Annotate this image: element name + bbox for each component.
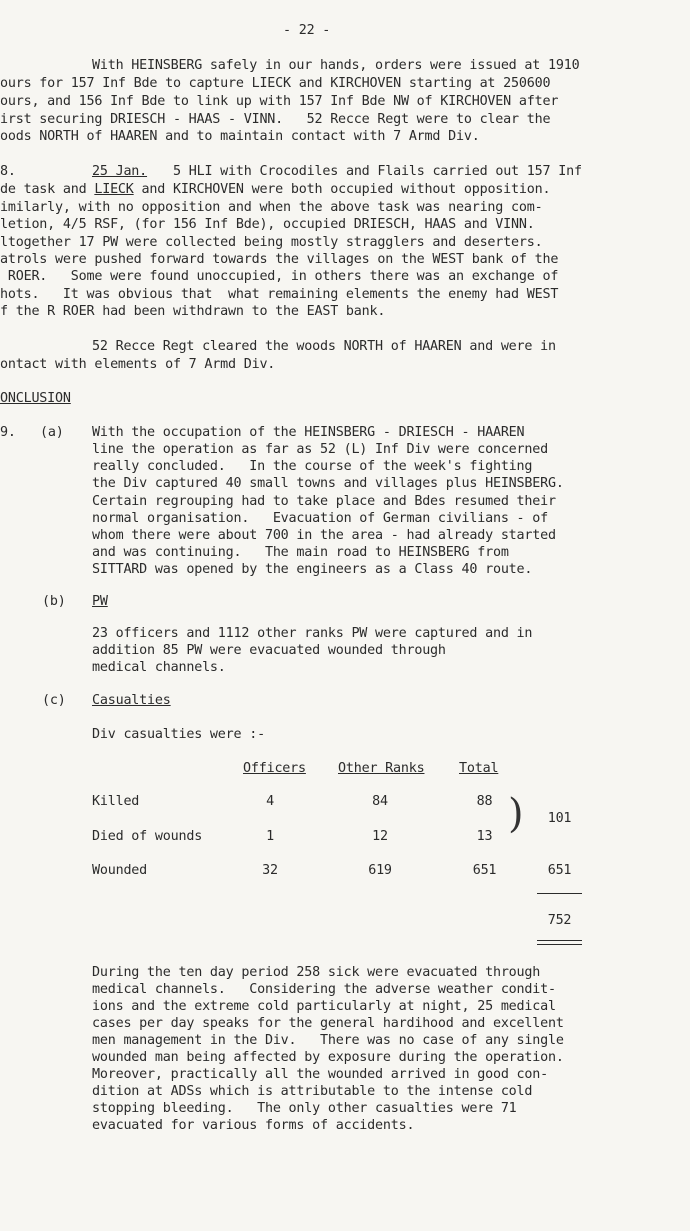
para9a-label: (a) — [40, 425, 64, 440]
intro-line-2: ours for 157 Inf Bde to capture LIECK and KIRCHOVEN starting at 250600 — [0, 76, 551, 91]
para8-line-9: f the R ROER had been withdrawn to the EAST bank. — [0, 304, 386, 319]
closing-line-1: During the ten day period 258 sick were evacuated through — [92, 965, 541, 980]
sum-rule — [537, 893, 582, 894]
para8-line-5: ltogether 17 PW were collected being mostly stragglers and deserters. — [0, 235, 543, 250]
killed-other-ranks: 84 — [372, 794, 388, 809]
para8-line-8: hots. It was obvious that what remaining elements the enemy had WEST — [0, 287, 559, 302]
intro-line-4: irst securing DRIESCH - HAAS - VINN. 52 Recce Regt were to clear the — [0, 112, 551, 127]
closing-line-5: men management in the Div. There was no case of any single — [92, 1033, 564, 1048]
para9-number: 9. — [0, 425, 16, 440]
wounded-total: 651 — [472, 863, 497, 878]
recce-line-2: ontact with elements of 7 Armd Div. — [0, 357, 276, 372]
col-header-officers: Officers — [243, 761, 306, 776]
closing-line-8: dition at ADSs which is attributable to the intense cold — [92, 1084, 533, 1099]
grand-total: 752 — [547, 913, 572, 928]
wounded-other-ranks: 619 — [368, 863, 392, 878]
para9a-line-5: Certain regrouping had to take place and Bdes resumed their — [92, 494, 556, 509]
para8-line-4: letion, 4/5 RSF, (for 156 Inf Bde), occupied DRIESCH, HAAS and VINN. — [0, 217, 535, 232]
para9b-title: PW — [92, 594, 108, 609]
para9a-line-3: really concluded. In the course of the week's fighting — [92, 459, 533, 474]
closing-line-4: cases per day speaks for the general hardihood and excellent — [92, 1016, 564, 1031]
para8-line-2 — [0, 181, 550, 198]
wounded-officers: 32 — [262, 863, 278, 878]
para9a-line-9: SITTARD was opened by the engineers as a Class 40 route. — [92, 562, 533, 577]
para9b-label: (b) — [42, 594, 66, 609]
col-header-other-ranks: Other Ranks — [338, 761, 425, 776]
recce-line-1: 52 Recce Regt cleared the woods NORTH of HAAREN and were in — [92, 339, 556, 354]
closing-line-9: stopping bleeding. The only other casualties were 71 — [92, 1101, 517, 1116]
bracket-icon: ) — [508, 791, 524, 837]
conclusion-heading: ONCLUSION — [0, 391, 71, 406]
para9c-intro: Div casualties were :- — [92, 727, 265, 742]
col-header-total: Total — [459, 761, 499, 776]
row-label-killed: Killed — [92, 794, 140, 809]
para9c-title: Casualties — [92, 693, 171, 708]
para9a-line-1: With the occupation of the HEINSBERG - DRIESCH - HAAREN — [92, 425, 525, 440]
closing-line-2: medical channels. Considering the adverse weather condit- — [92, 982, 556, 997]
died-officers: 1 — [266, 829, 274, 844]
page-number: - 22 - — [283, 23, 331, 38]
intro-line-1: With HEINSBERG safely in our hands, orders were issued at 1910 — [92, 58, 580, 73]
para8-line-3: imilarly, with no opposition and when the above task was nearing com- — [0, 200, 543, 215]
killed-total: 88 — [476, 794, 493, 809]
para9a-line-2: line the operation as far as 52 (L) Inf Div were concerned — [92, 442, 548, 457]
intro-line-5: oods NORTH of HAAREN and to maintain contact with 7 Armd Div. — [0, 129, 480, 144]
para8-line-2-pre: de task and — [0, 182, 95, 197]
para9b-line-2: addition 85 PW were evacuated wounded through — [92, 643, 446, 658]
subtotal-killed-died: 101 — [547, 811, 572, 826]
closing-line-10: evacuated for various forms of accidents. — [92, 1118, 415, 1133]
para9b-line-1: 23 officers and 1112 other ranks PW were captured and in — [92, 626, 533, 641]
para9c-label: (c) — [42, 693, 66, 708]
para8-line-2-post: and KIRCHOVEN were both occupied without opposition. — [133, 182, 551, 197]
closing-line-6: wounded man being affected by exposure during the operation. — [92, 1050, 564, 1065]
died-other-ranks: 12 — [372, 829, 388, 844]
para8-date: 25 Jan. — [92, 164, 148, 179]
para8-line-1: 5 HLI with Crocodiles and Flails carried out 157 Inf — [173, 164, 582, 179]
para9b-line-3: medical channels. — [92, 660, 226, 675]
killed-officers: 4 — [266, 794, 274, 809]
subtotal-wounded: 651 — [547, 863, 572, 878]
row-label-wounded: Wounded — [92, 863, 148, 878]
double-rule-bottom — [537, 944, 582, 945]
para9a-line-4: the Div captured 40 small towns and villages plus HEINSBERG. — [92, 476, 564, 491]
closing-line-7: Moreover, practically all the wounded arrived in good con- — [92, 1067, 548, 1082]
intro-line-3: ours, and 156 Inf Bde to link up with 157 Inf Bde NW of KIRCHOVEN after — [0, 94, 559, 109]
para8-number: 8. — [0, 164, 16, 179]
para9a-line-8: and was continuing. The main road to HEINSBERG from — [92, 545, 509, 560]
para8-line-2-underlined: LIECK — [94, 182, 134, 197]
row-label-died-of-wounds: Died of wounds — [92, 829, 203, 844]
closing-line-3: ions and the extreme cold particularly at night, 25 medical — [92, 999, 556, 1014]
para8-line-7: ROER. Some were found unoccupied, in others there was an exchange of — [0, 269, 559, 284]
double-rule-top — [537, 940, 582, 941]
para9a-line-7: whom there were about 700 in the area - had already started — [92, 528, 556, 543]
para9a-line-6: normal organisation. Evacuation of German civilians - of — [92, 511, 548, 526]
para8-line-6: atrols were pushed forward towards the villages on the WEST bank of the — [0, 252, 559, 267]
died-total: 13 — [476, 829, 493, 844]
